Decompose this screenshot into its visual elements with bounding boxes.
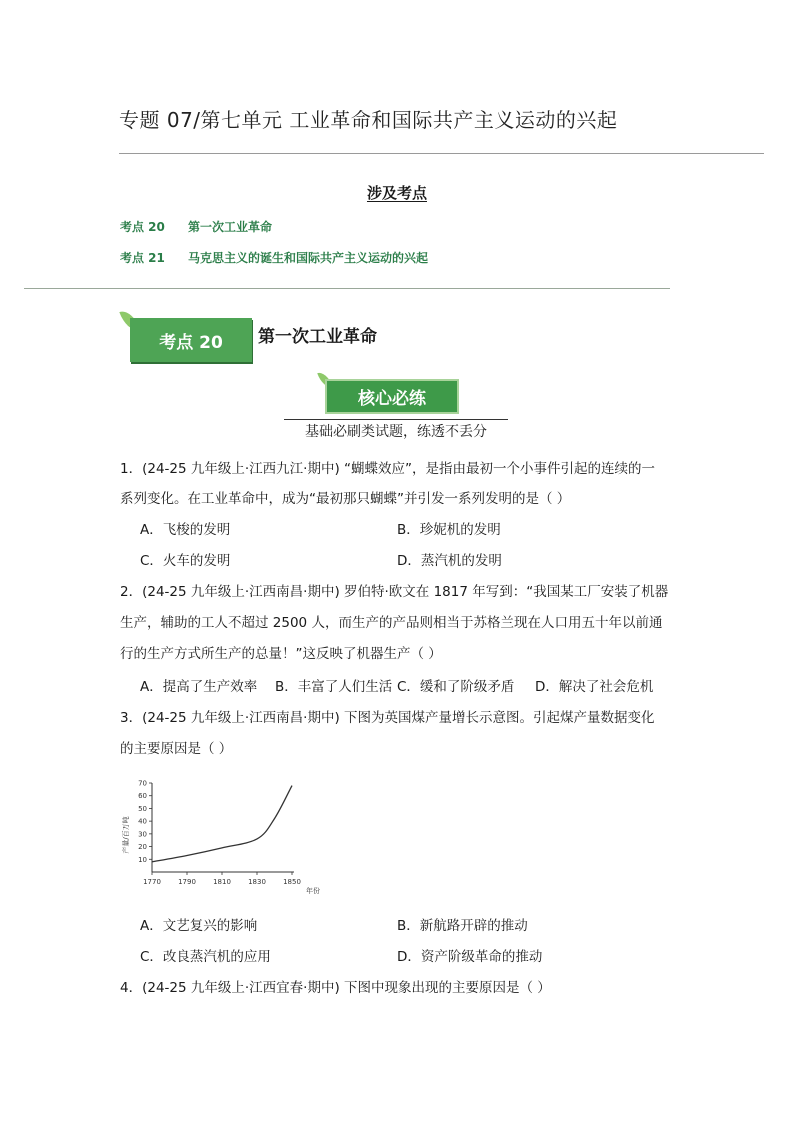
x-tick-label: 1850 bbox=[283, 878, 301, 886]
y-tick-label: 70 bbox=[138, 779, 147, 788]
y-tick-label: 20 bbox=[138, 843, 147, 852]
y-tick-label: 30 bbox=[138, 830, 147, 839]
core-subtitle: 基础必刷类试题，练透不丢分 bbox=[305, 424, 487, 440]
exam-point-text: 第一次工业革命 bbox=[188, 220, 273, 234]
question-2-option-c: C．缓和了阶级矛盾 bbox=[397, 679, 515, 695]
question-2-line: 2．(24-25 九年级上·江西南昌·期中) 罗伯特·欧文在 1817 年写到：“我国某工厂安装了机器 bbox=[120, 584, 669, 600]
section-title: 第一次工业革命 bbox=[258, 327, 377, 347]
question-1-line: 1．(24-25 九年级上·江西九江·期中) “蝴蝶效应”，是指由最初一个小事件引起的连续的一 bbox=[120, 461, 656, 477]
y-tick-label: 10 bbox=[138, 855, 147, 864]
exam-point-tag: 考点 20 bbox=[130, 318, 252, 362]
core-divider bbox=[284, 419, 508, 420]
question-1-option-a: A．飞梭的发明 bbox=[140, 522, 231, 538]
x-tick-label: 1770 bbox=[143, 878, 161, 886]
y-axis-label: 产量/百万吨 bbox=[122, 816, 130, 854]
exam-point-text: 马克思主义的诞生和国际共产主义运动的兴起 bbox=[188, 251, 429, 265]
question-2-option-a: A．提高了生产效率 bbox=[140, 679, 258, 695]
question-3-option-d: D．资产阶级革命的推动 bbox=[397, 949, 543, 965]
y-tick-label: 50 bbox=[138, 804, 147, 813]
x-axis-label: 年份 bbox=[306, 887, 320, 895]
y-tick-label: 60 bbox=[138, 792, 147, 801]
question-3-option-b: B．新航路开辟的推动 bbox=[397, 918, 528, 934]
question-1-option-d: D．蒸汽机的发明 bbox=[397, 553, 502, 569]
y-tick-label: 40 bbox=[138, 817, 147, 826]
coal-output-chart bbox=[120, 775, 330, 897]
exam-point-20 bbox=[120, 218, 272, 235]
x-tick-label: 1810 bbox=[213, 878, 231, 886]
exam-point-21 bbox=[120, 249, 428, 266]
question-1-option-b: B．珍妮机的发明 bbox=[397, 522, 501, 538]
question-3-option-a: A．文艺复兴的影响 bbox=[140, 918, 258, 934]
title-divider bbox=[119, 153, 764, 154]
question-3-line: 3．(24-25 九年级上·江西南昌·期中) 下图为英国煤产量增长示意图。引起煤产量数据变化 bbox=[120, 710, 655, 726]
overview-heading: 涉及考点 bbox=[366, 184, 427, 202]
question-3-option-c: C．改良蒸汽机的应用 bbox=[140, 949, 271, 965]
question-2-line: 生产，辅助的工人不超过 2500 人，而生产的产品则相当于苏格兰现在人口用五十年以前通 bbox=[120, 615, 663, 631]
page-title: 专题 07/第七单元 工业革命和国际共产主义运动的兴起 bbox=[119, 108, 618, 132]
question-2-option-b: B．丰富了人们生活 bbox=[275, 679, 393, 695]
question-2-option-d: D．解决了社会危机 bbox=[535, 679, 654, 695]
question-4-line: 4．(24-25 九年级上·江西宜春·期中) 下图中现象出现的主要原因是（ ） bbox=[120, 980, 551, 996]
question-1-option-c: C．火车的发明 bbox=[140, 553, 231, 569]
question-1-line: 系列变化。在工业革命中，成为“最初那只蝴蝶”并引发一系列发明的是（ ） bbox=[120, 491, 571, 507]
overview-divider bbox=[24, 288, 670, 289]
exam-point-code: 考点 21 bbox=[120, 251, 165, 265]
x-tick-label: 1790 bbox=[178, 878, 196, 886]
exam-point-code: 考点 20 bbox=[120, 220, 165, 234]
series-line bbox=[152, 786, 292, 862]
core-practice-badge: 核心必练 bbox=[325, 379, 459, 414]
x-tick-label: 1830 bbox=[248, 878, 266, 886]
question-2-line: 行的生产方式所生产的总量！”这反映了机器生产（ ） bbox=[120, 646, 442, 662]
question-3-line: 的主要原因是（ ） bbox=[120, 741, 233, 757]
